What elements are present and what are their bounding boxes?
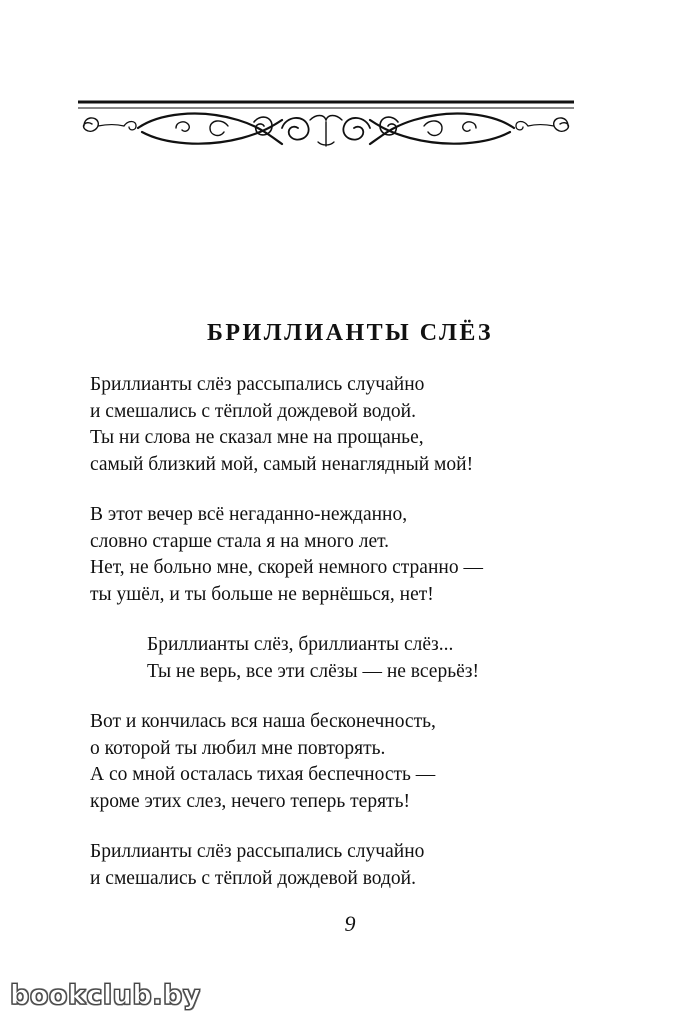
stanza — [90, 709, 650, 815]
poem-line: Ты не верь, все эти слёзы — не всерьёз! — [147, 660, 479, 682]
poem-body — [90, 372, 650, 916]
poem-line: кроме этих слез, нечего теперь терять! — [90, 790, 410, 812]
poem-line: Бриллианты слёз рассыпались случайно — [90, 374, 425, 395]
poem-line: самый близкий мой, самый ненаглядный мой! — [90, 453, 474, 475]
poem-line: Вот и кончилась вся наша бесконечность, — [90, 711, 436, 732]
poem-title: БРИЛЛИАНТЫ СЛЁЗ — [207, 320, 493, 346]
stanza — [90, 502, 650, 608]
poem-line: о которой ты любил мне повторять. — [90, 737, 386, 759]
poem-line: Ты ни слова не сказал мне на прощанье, — [90, 427, 424, 448]
poem-line: Бриллианты слёз, бриллианты слёз... — [147, 634, 454, 655]
page-number: 9 — [344, 911, 356, 936]
decorative-flourish-icon — [78, 98, 574, 158]
poem-line: Нет, не больно мне, скорей немного странно — — [90, 557, 483, 578]
poem-line: В этот вечер всё негаданно-нежданно, — [90, 504, 408, 525]
stanza — [90, 839, 650, 892]
refrain-stanza — [90, 632, 650, 685]
poem-line: ты ушёл, и ты больше не вернёшься, нет! — [90, 583, 434, 605]
stanza — [90, 372, 650, 478]
watermark: bookclub.by — [10, 980, 201, 1011]
poem-line: словно старше стала я на много лет. — [90, 530, 390, 552]
poem-line: и смешались с тёплой дождевой водой. — [90, 400, 416, 422]
poem-line: А со мной осталась тихая беспечность — — [90, 764, 436, 785]
poem-line: и смешались с тёплой дождевой водой. — [90, 867, 416, 889]
poem-line: Бриллианты слёз рассыпались случайно — [90, 841, 425, 862]
